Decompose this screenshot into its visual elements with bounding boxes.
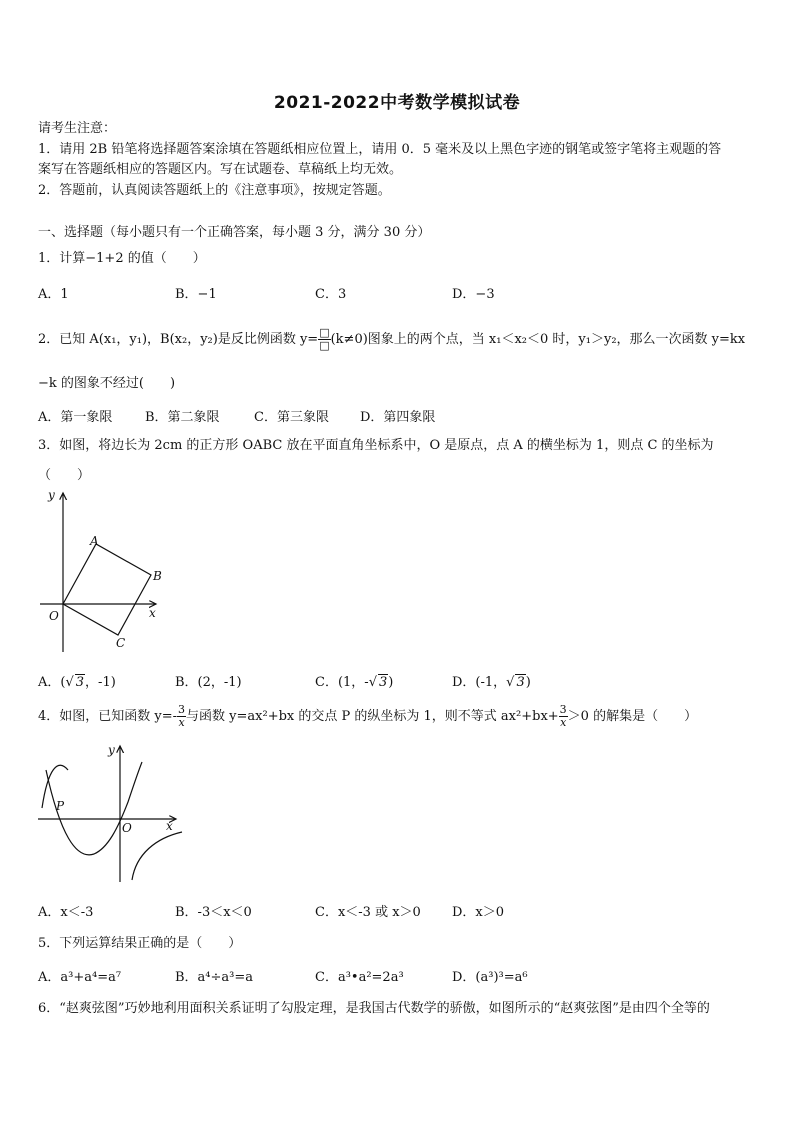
q2-frac-den: □: [319, 339, 330, 352]
q4-label-y: y: [108, 743, 115, 757]
q1-option-b: B．−1: [175, 287, 217, 302]
question-1-stem: 1．计算−1+2 的值（ ）: [38, 251, 206, 266]
q2-option-d: D．第四象限: [360, 410, 436, 425]
q3-d-radicand: 3: [516, 675, 525, 690]
q1-option-c: C．3: [315, 287, 347, 302]
q4-option-b: B．-3＜x＜0: [175, 905, 252, 920]
q3-square-oabc: [63, 544, 151, 635]
q3-c-radicand: 3: [378, 675, 388, 690]
q4-frac2-num: 3: [559, 703, 567, 716]
q3-label-b: B: [153, 569, 162, 583]
q3-label-c: C: [116, 636, 126, 650]
section-heading: 一、选择题（每小题只有一个正确答案，每小题 3 分，满分 30 分）: [38, 225, 431, 240]
q5-option-a: A．a³+a⁴=a⁷: [38, 970, 122, 985]
q4-frac1-num: 3: [178, 703, 186, 716]
q1-option-a: A．1: [38, 287, 69, 302]
q4-fraction-2: [559, 704, 568, 729]
page-title: 2021-2022中考数学模拟试卷: [273, 93, 521, 113]
notice-item-1-line-1: 1．请用 2B 铅笔将选择题答案涂填在答题纸相应位置上，请用 0．5 毫米及以上黑色字迹的钢笔或签字笔将主观题的答: [38, 142, 722, 157]
question-4-stem: [38, 704, 697, 729]
q1-option-d: D．−3: [452, 287, 495, 302]
q2-option-b: B．第二象限: [145, 410, 220, 425]
notice-item-2: 2．答题前，认真阅读答题纸上的《注意事项》，按规定答题。: [38, 183, 391, 198]
q5-option-c: C．a³•a²=2a³: [315, 970, 404, 985]
q3-c-pre: C．(1，-: [315, 675, 369, 690]
notice-item-1-line-2: 案写在答题纸相应的答题区内。写在试题卷、草稿纸上均无效。: [38, 162, 403, 177]
q4-label-o: O: [122, 821, 132, 835]
q3-d-post: ): [525, 675, 531, 690]
question-3-stem-line-2: （ ）: [38, 468, 91, 483]
q4-option-c: C．x＜-3 或 x＞0: [315, 905, 421, 920]
notice-heading: 请考生注意：: [38, 121, 117, 136]
q2-frac-num: □: [319, 326, 330, 339]
question-5-stem: 5．下列运算结果正确的是（ ）: [38, 936, 242, 951]
q4-hyperbola-right-branch: [132, 832, 182, 880]
q3-a-radicand: 3: [75, 675, 85, 690]
q4-option-a: A．x＜-3: [38, 905, 94, 920]
q5-option-d: D．(a³)³=a⁶: [452, 970, 528, 985]
q4-frac1-den: x: [178, 716, 185, 729]
question-2-stem-line-1: [38, 327, 745, 352]
q2-stem-part-a: 2．已知 A(x₁，y₁)，B(x₂，y₂)是反比例函数 y=: [38, 332, 319, 347]
q3-option-c: C．(1，-√ 3): [315, 675, 394, 690]
q3-label-a: A: [90, 534, 99, 548]
q3-option-b: B．(2，-1): [175, 675, 242, 690]
q4-figure: [34, 742, 194, 892]
q3-label-o: O: [49, 609, 59, 623]
q4-frac2-den: x: [560, 716, 567, 729]
q3-option-d: D．(-1，√ 3): [452, 675, 531, 690]
q3-label-x: x: [149, 606, 156, 620]
question-2-stem-line-2: −k 的图象不经过( ): [38, 376, 176, 391]
q3-figure: [34, 487, 174, 657]
q4-stem-part-b: 与函数 y=ax²+bx 的交点 P 的纵坐标为 1，则不等式 ax²+bx+: [186, 709, 559, 724]
q4-label-p: P: [56, 799, 65, 813]
q4-option-d: D．x＞0: [452, 905, 505, 920]
q4-stem-part-a: 4．如图，已知函数 y=-: [38, 709, 178, 724]
question-3-stem-line-1: 3．如图，将边长为 2cm 的正方形 OABC 放在平面直角坐标系中，O 是原点，点 A 的横坐标为 1，则点 C 的坐标为: [38, 438, 714, 453]
q4-label-x: x: [166, 819, 173, 833]
q3-label-y: y: [48, 488, 55, 502]
q3-a-pre: A．(: [38, 675, 66, 690]
q2-option-c: C．第三象限: [254, 410, 329, 425]
q3-a-post: ，-1): [85, 675, 116, 690]
q2-option-a: A．第一象限: [38, 410, 113, 425]
question-6-stem: 6．“赵爽弦图”巧妙地利用面积关系证明了勾股定理，是我国古代数学的骄傲，如图所示的“赵爽弦图”是由四个全等的: [38, 1001, 710, 1016]
q5-option-b: B．a⁴÷a³=a: [175, 970, 254, 985]
q2-fraction: [318, 327, 330, 352]
q3-option-a: A．(√ 3，-1): [38, 675, 116, 690]
q4-stem-part-c: ＞0 的解集是（ ）: [567, 709, 698, 724]
q3-d-pre: D．(-1，: [452, 675, 507, 690]
q4-fraction-1: [177, 704, 186, 729]
q3-c-post: ): [388, 675, 394, 690]
q2-stem-part-b: (k≠0)图象上的两个点，当 x₁＜x₂＜0 时，y₁＞y₂，那么一次函数 y=kx: [330, 332, 746, 347]
